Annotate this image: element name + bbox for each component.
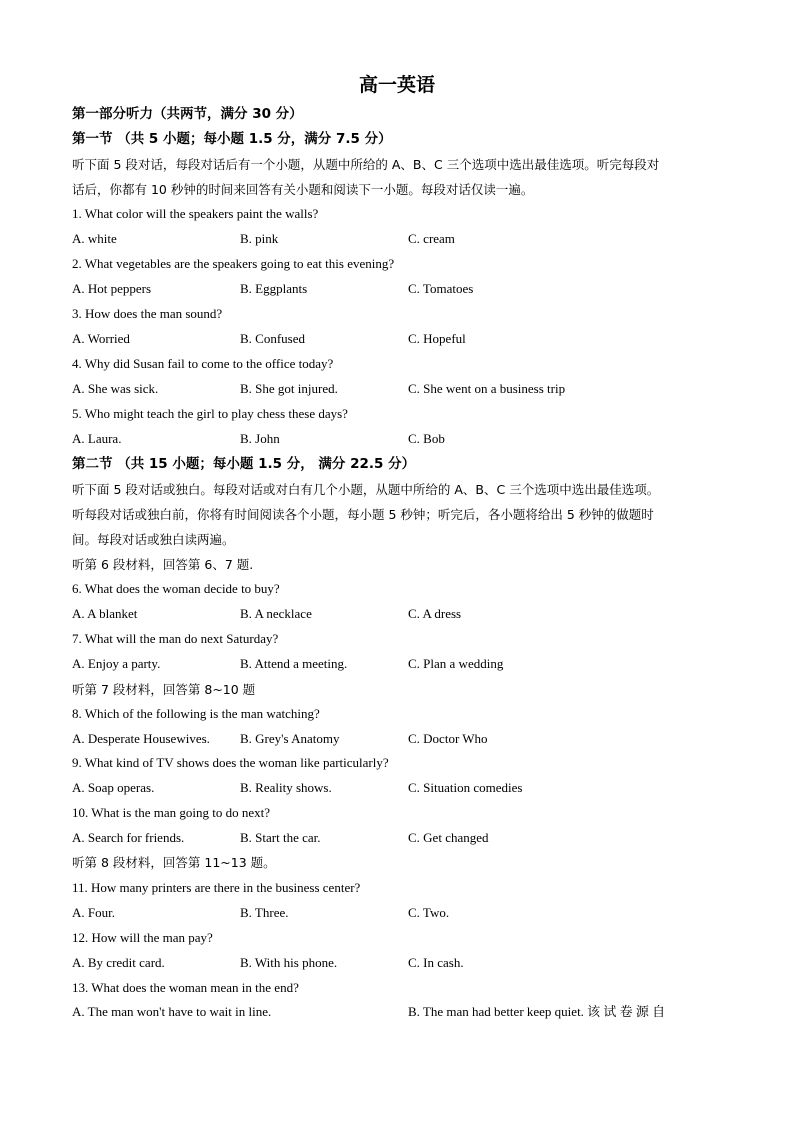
q11-option-c: C. Two.	[408, 905, 450, 920]
q1-option-c: C. cream	[408, 231, 455, 246]
question-1: 1. What color will the speakers paint the walls?	[72, 206, 319, 221]
question-10: 10. What is the man going to do next?	[72, 805, 270, 820]
q12-option-b: B. With his phone.	[240, 955, 338, 970]
q3-option-a: A. Worried	[72, 331, 130, 346]
section1-instructions-2: 话后，你都有 10 秒钟的时间来回答有关小题和阅读下一小题。每段对话仅读一遍。	[72, 182, 534, 197]
question-11: 11. How many printers are there in the business center?	[72, 880, 361, 895]
q9-option-c: C. Situation comedies	[408, 780, 523, 795]
question-4: 4. Why did Susan fail to come to the office today?	[72, 356, 334, 371]
q6-option-c: C. A dress	[408, 606, 462, 621]
q7-option-b: B. Attend a meeting.	[240, 656, 348, 671]
q12-option-a: A. By credit card.	[72, 955, 165, 970]
q10-option-b: B. Start the car.	[240, 830, 321, 845]
q3-option-b: B. Confused	[240, 331, 305, 346]
material-6-label: 听第 6 段材料，回答第 6、7 题.	[72, 557, 254, 572]
q9-option-b: B. Reality shows.	[240, 780, 332, 795]
q5-option-b: B. John	[240, 431, 280, 446]
q6-option-a: A. A blanket	[72, 606, 138, 621]
q5-option-a: A. Laura.	[72, 431, 122, 446]
section2-heading: 第二节 （共 15 小题；每小题 1.5 分， 满分 22.5 分）	[72, 456, 416, 472]
q4-option-a: A. She was sick.	[72, 381, 159, 396]
section2-instructions-3: 间。每段对话或独白读两遍。	[72, 532, 235, 547]
q4-option-c: C. She went on a business trip	[408, 381, 566, 396]
question-13: 13. What does the woman mean in the end?	[72, 980, 299, 995]
q8-option-b: B. Grey's Anatomy	[240, 731, 340, 746]
question-6: 6. What does the woman decide to buy?	[72, 581, 280, 596]
q2-option-c: C. Tomatoes	[408, 281, 474, 296]
q7-option-c: C. Plan a wedding	[408, 656, 504, 671]
q11-option-b: B. Three.	[240, 905, 289, 920]
q13-option-b: B. The man had better keep quiet. 该 试 卷 源 自	[408, 1004, 666, 1019]
q2-option-b: B. Eggplants	[240, 281, 308, 296]
question-3: 3. How does the man sound?	[72, 306, 223, 321]
q1-option-b: B. pink	[240, 231, 279, 246]
page-title: 高一英语	[358, 74, 435, 96]
q13-option-a: A. The man won't have to wait in line.	[72, 1004, 272, 1019]
q1-option-a: A. white	[72, 231, 117, 246]
q11-option-a: A. Four.	[72, 905, 115, 920]
q7-option-a: A. Enjoy a party.	[72, 656, 161, 671]
question-8: 8. Which of the following is the man watching?	[72, 706, 320, 721]
material-8-label: 听第 8 段材料，回答第 11~13 题。	[72, 855, 276, 870]
q10-option-a: A. Search for friends.	[72, 830, 185, 845]
question-5: 5. Who might teach the girl to play chess these days?	[72, 406, 348, 421]
section2-instructions-2: 听每段对话或独白前，你将有时间阅读各个小题，每小题 5 秒钟；听完后，各小题将给出 5 秒钟的做题时	[72, 507, 654, 522]
q6-option-b: B. A necklace	[240, 606, 312, 621]
q8-option-c: C. Doctor Who	[408, 731, 488, 746]
section1-instructions-1: 听下面 5 段对话，每段对话后有一个小题，从题中所给的 A、B、C 三个选项中选出最佳选项。听完每段对	[72, 157, 660, 172]
question-2: 2. What vegetables are the speakers going to eat this evening?	[72, 256, 395, 271]
q4-option-b: B. She got injured.	[240, 381, 338, 396]
q12-option-c: C. In cash.	[408, 955, 464, 970]
question-9: 9. What kind of TV shows does the woman like particularly?	[72, 755, 389, 770]
question-12: 12. How will the man pay?	[72, 930, 213, 945]
question-7: 7. What will the man do next Saturday?	[72, 631, 279, 646]
q10-option-c: C. Get changed	[408, 830, 489, 845]
q5-option-c: C. Bob	[408, 431, 445, 446]
section2-instructions-1: 听下面 5 段对话或独白。每段对话或对白有几个小题，从题中所给的 A、B、C 三个选项中选出最佳选项。	[72, 482, 660, 497]
q2-option-a: A. Hot peppers	[72, 281, 152, 296]
q3-option-c: C. Hopeful	[408, 331, 466, 346]
q9-option-a: A. Soap operas.	[72, 780, 155, 795]
section1-heading: 第一节 （共 5 小题；每小题 1.5 分，满分 7.5 分）	[72, 131, 392, 147]
material-7-label: 听第 7 段材料，回答第 8~10 题	[72, 682, 256, 697]
part1-heading: 第一部分听力（共两节，满分 30 分）	[72, 106, 303, 122]
q8-option-a: A. Desperate Housewives.	[72, 731, 210, 746]
